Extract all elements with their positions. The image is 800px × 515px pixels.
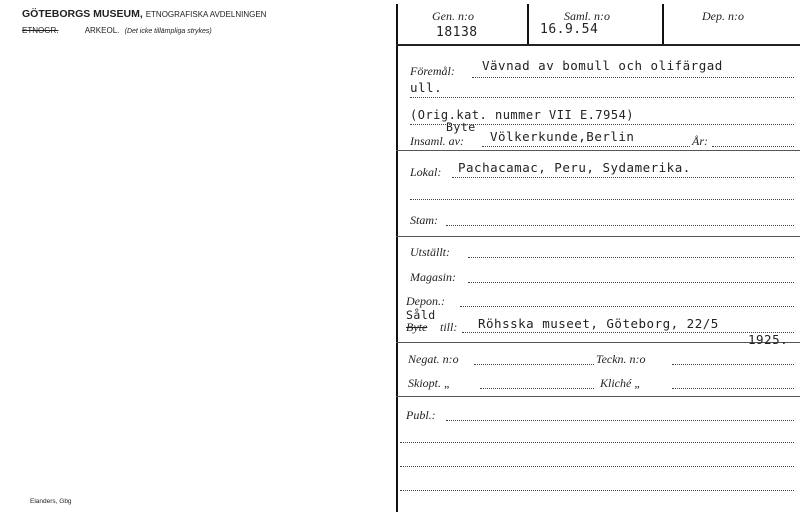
original-catalog-number: (Orig.kat. nummer VII E.7954) xyxy=(410,108,635,122)
category-line xyxy=(22,26,212,35)
box-divider-1 xyxy=(527,4,529,44)
sald-annotation: Såld xyxy=(406,308,436,322)
dep-label: Dep. n:o xyxy=(702,9,744,23)
foremal-value-line1: Vävnad av bomull och olifärgad xyxy=(482,58,723,73)
department-name: ETNOGRAFISKA AVDELNINGEN xyxy=(145,10,267,19)
stam-label: Stam: xyxy=(410,213,438,227)
section-divider-4 xyxy=(396,396,800,397)
box-divider-2 xyxy=(662,4,664,44)
printer-mark: Elanders, Gbg xyxy=(30,498,72,505)
gen-value: 18138 xyxy=(436,25,478,40)
arkeol-label: ARKEOL. xyxy=(84,26,120,35)
section-divider-3 xyxy=(396,342,800,343)
insaml-label: Insaml. av: xyxy=(410,134,464,148)
foremal-value-line2: ull. xyxy=(410,80,443,95)
lokal-label: Lokal: xyxy=(410,165,442,179)
box-bottom-border xyxy=(396,44,800,46)
lokal-value: Pachacamac, Peru, Sydamerika. xyxy=(458,160,691,175)
kliche-label: Kliché „ xyxy=(600,376,641,390)
publ-label: Publ.: xyxy=(406,408,436,422)
insaml-annotation: Byte xyxy=(446,120,476,134)
gen-label: Gen. n:o xyxy=(432,9,474,23)
till-label: till: xyxy=(440,320,458,334)
negat-label: Negat. n:o xyxy=(408,352,459,366)
strike-note: (Det icke tillämpliga strykes) xyxy=(124,28,212,35)
saml-label: Saml. n:o xyxy=(564,9,610,23)
section-divider-1 xyxy=(396,150,800,151)
depon-label: Depon.: xyxy=(406,294,445,308)
magasin-label: Magasin: xyxy=(410,270,456,284)
teckn-label: Teckn. n:o xyxy=(596,352,646,366)
insaml-value: Völkerkunde,Berlin xyxy=(490,129,635,144)
byte-value: Röhsska museet, Göteborg, 22/5 xyxy=(478,316,719,331)
utstallt-label: Utställt: xyxy=(410,245,451,259)
section-divider-2 xyxy=(396,236,800,237)
museum-name xyxy=(22,8,266,20)
card-left-border xyxy=(396,4,398,512)
etnogr-label: ETNOGR. xyxy=(22,26,59,35)
ar-label: År: xyxy=(692,134,708,148)
byte-year: 1925. xyxy=(748,332,789,347)
saml-value: 16.9.54 xyxy=(540,22,599,37)
foremal-label: Föremål: xyxy=(410,64,455,78)
museum-title: GÖTEBORGS MUSEUM, xyxy=(22,8,143,20)
skiopt-label: Skiopt. „ xyxy=(408,376,451,390)
byte-label: Byte xyxy=(406,320,428,334)
